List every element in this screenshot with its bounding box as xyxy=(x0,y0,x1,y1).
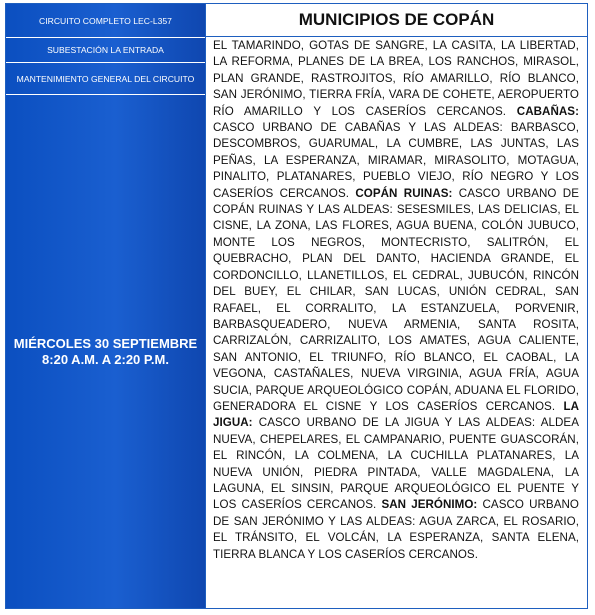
circuit-column xyxy=(6,4,205,608)
section-text-san-jeronimo: CASCO URBANO DE SAN JERÓNIMO Y LAS ALDEAS: AGUA ZARCA, EL ROSARIO, EL TRÁNSITO, EL VOLCÁN, LA ESPERANZA, SANTA ELENA, TIERRA BLANCA Y LOS CASERÍOS CERCANOS. xyxy=(213,498,579,561)
section-name-copan-ruinas: COPÁN RUINAS: xyxy=(355,186,453,200)
maintenance-type: MANTENIMIENTO GENERAL DEL CIRCUITO xyxy=(6,63,205,95)
section-name-san-jeronimo: SAN JERÓNIMO: xyxy=(381,498,478,512)
municipalities-column xyxy=(205,4,587,608)
schedule-date: MIÉRCOLES 30 SEPTIEMBRE xyxy=(13,335,198,351)
section-name-cabanas: CABAÑAS: xyxy=(516,104,579,118)
outage-table xyxy=(5,3,588,609)
substation-name: SUBESTACIÓN LA ENTRADA xyxy=(6,38,205,63)
section-text-la-jigua: CASCO URBANO DE LA JIGUA Y LAS ALDEAS: ALDEA NUEVA, CHEPELARES, EL CAMPANARIO, PUENTE GUASCORÁN, EL RINCÓN, LA COLMENA, LA CUCHILLA PLATANARES, LA NUEVA UNIÓN, PIEDRA PINTADA, VALLE MAGDALENA, LA LAGUNA, EL SINSIN, PARQUE ARQUEOLÓGICO EL PUENTE Y LOS CASERÍOS CERCANOS. xyxy=(213,416,579,512)
schedule-cell xyxy=(6,95,205,608)
municipalities-title: MUNICIPIOS DE COPÁN xyxy=(206,4,587,37)
intro-text: EL TAMARINDO, GOTAS DE SANGRE, LA CASITA, LA LIBERTAD, LA REFORMA, PLANES DE LA BREA, LOS RANCHOS, MIRASOL, PLAN GRANDE, RASTROJITOS, RÍO AMARILLO, RÍO BLANCO, SAN JERÓNIMO, TIERRA FRÍA, VARA DE COHETE, AEROPUERTO RÍO AMARILLO Y LOS CASERÍOS CERCANOS. xyxy=(213,39,579,118)
schedule-time: 8:20 A.M. A 2:20 P.M. xyxy=(42,351,169,367)
municipalities-text xyxy=(206,37,587,563)
circuit-name: CIRCUITO COMPLETO LEC-L357 xyxy=(6,4,205,38)
section-text-copan-ruinas: CASCO URBANO DE COPÁN RUINAS Y LAS ALDEAS: SESESMILES, LAS DELICIAS, EL CISNE, LA ZONA, LAS FLORES, AGUA BUENA, COLÓN JUBUCO, MONTE LOS NEGROS, MONTECRISTO, SALITRÓN, EL QUEBRACHO, PLAN DEL DANTO, HACIENDA GRANDE, EL CORDONCILLO, LLANETILLOS, EL CEDRAL, JUBUCÓN, RINCÓN DEL BUEY, EL CHILAR, SAN LUCAS, UNIÓN CEDRAL, SAN RAFAEL, EL CORRALITO, LA ESTANZUELA, PORVENIR, BARBASQUEADERO, NUEVA ARMENIA, SANTA ROSITA, CARRIZALÓN, CARRIZALITO, LOS AMATES, AGUA CALIENTE, SAN ANTONIO, EL TRIUNFO, RÍO BLANCO, EL CAOBAL, LA VEGONA, CASTAÑALES, NUEVA VIRGINIA, AGUA FRÍA, AGUA SUCIA, PARQUE ARQUEOLÓGICO COPÁN, ADUANA EL FLORIDO, GENERADORA EL CISNE Y LOS CASERÍOS CERCANOS. xyxy=(213,186,579,413)
section-text-cabanas: CASCO URBANO DE CABAÑAS Y LAS ALDEAS: BARBASCO, DESCOMBROS, GUARUMAL, LA CUMBRE, LAS JUNTAS, LAS PEÑAS, LA ESPERANZA, MIRAMAR, MIRASOLITO, MOTAGUA, PINALITO, PLATANARES, PUEBLO VIEJO, RÍO NEGRO Y LOS CASERÍOS CERCANOS. xyxy=(213,121,579,200)
section-name-la-jigua: LA JIGUA: xyxy=(213,399,579,430)
